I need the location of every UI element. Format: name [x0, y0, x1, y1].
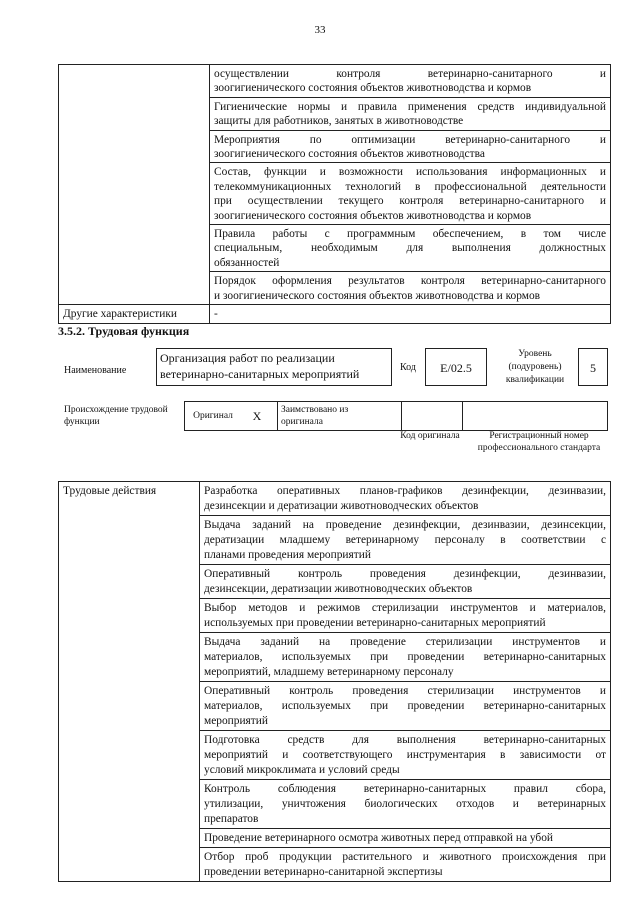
code-label: Код — [400, 362, 416, 373]
origin-grid — [184, 401, 608, 431]
text-line: планами проведения мероприятий — [204, 549, 371, 561]
work-actions-label: Трудовые действия — [59, 482, 200, 882]
text-line: мероприятий — [204, 715, 268, 727]
level-value: 5 — [578, 348, 608, 386]
requirement-row — [59, 65, 611, 98]
text-line: мероприятий и соответствующего инструментария в зависимости от — [204, 749, 606, 761]
name-value: Организация работ по реализации ветеринарно-санитарных мероприятий — [156, 348, 392, 386]
text-line: зоогигиенического состояния объектов животноводства — [214, 148, 485, 161]
text-line: Проведение ветеринарного осмотра животных перед отправкой на убой — [204, 832, 553, 844]
work-action-cell — [200, 829, 611, 848]
text-line: материалов, используемых при проведении ветеринарно-санитарных — [204, 651, 606, 663]
text-line: и зоогигиенического состояния объектов животноводства и кормов — [214, 289, 541, 302]
text-line: Мероприятия по оптимизации ветеринарно-санитарного и — [214, 133, 606, 146]
other-characteristics-row — [59, 305, 611, 323]
code-original-label: Код оригинала — [400, 431, 460, 441]
work-action-cell — [200, 516, 611, 565]
text-line: Выбор методов и режимов стерилизации инструментов и материалов, — [204, 602, 606, 614]
text-line: Порядок оформления результатов контроля ветеринарно-санитарного — [214, 275, 606, 288]
reg-number-label: Регистрационный номер профессионального стандарта — [477, 431, 601, 453]
work-action-cell — [200, 599, 611, 633]
requirement-cell — [210, 65, 611, 98]
requirements-table — [58, 64, 611, 324]
work-action-cell — [200, 780, 611, 829]
text-line: при осуществлении текущего контроля ветеринарно-санитарного и — [214, 195, 606, 208]
level-label: Уровень (подуровень) квалификации — [505, 349, 565, 385]
work-action-cell — [200, 848, 611, 882]
text-line: мероприятий, младшему ветеринарному персоналу — [204, 666, 454, 678]
text-line: Правила работы с программным обеспечением, в том числе — [214, 228, 606, 241]
other-characteristics-label: Другие характеристики — [59, 305, 210, 323]
origin-label: Происхождение трудовой функции — [64, 405, 168, 427]
text-line: препаратов — [204, 813, 259, 825]
page-number: 33 — [314, 24, 326, 36]
text-line: зоогигиенического состояния объектов животноводства и кормов — [214, 209, 532, 222]
text-line: Подготовка средств для выполнения ветеринарно-санитарных — [204, 734, 606, 746]
text-line: материалов, используемых при проведении ветеринарно-санитарных — [204, 700, 606, 712]
text-line: Состав, функции и возможности использования информационных и — [214, 166, 606, 179]
work-action-cell — [200, 482, 611, 516]
text-line: защиты для работников, занятых в животноводстве — [214, 115, 464, 128]
text-line: Контроль соблюдения ветеринарно-санитарных правил сбора, — [204, 783, 606, 795]
text-line: Выдача заданий на проведение стерилизации инструментов и — [204, 636, 606, 648]
work-action-cell — [200, 682, 611, 731]
other-characteristics-value: - — [210, 305, 611, 323]
text-line: условий микроклимата и условий среды — [204, 764, 400, 776]
text-line: специальным, необходимым для выполнения должностных — [214, 242, 606, 255]
requirement-cell — [210, 130, 611, 163]
text-line: Оперативный контроль проведения дезинфекции, дезинвазии, — [204, 568, 606, 580]
text-line: проведении ветеринарно-санитарной экспертизы — [204, 866, 443, 878]
text-line: дезинсекции, дератизации животноводческих объектов — [204, 583, 473, 595]
requirement-cell — [210, 272, 611, 305]
name-label: Наименование — [64, 365, 127, 376]
requirement-cell — [210, 163, 611, 225]
text-line: дезинсекции и дератизации животноводческих объектов — [204, 500, 479, 512]
work-action-row — [59, 482, 611, 516]
work-action-cell — [200, 565, 611, 599]
text-line: осуществлении контроля ветеринарно-санитарного и — [214, 68, 606, 80]
text-line: обязанностей — [214, 256, 280, 269]
text-line: Гигиенические нормы и правила применения средств индивидуальной — [214, 100, 606, 113]
text-line: Оперативный контроль проведения стерилизации инструментов и — [204, 685, 606, 697]
work-actions-table — [58, 481, 611, 882]
requirement-cell — [210, 97, 611, 130]
text-line: утилизации, уничтожения биологических отходов и ветеринарных — [204, 798, 606, 810]
code-value: E/02.5 — [425, 348, 487, 386]
requirements-label-cell — [59, 65, 210, 305]
original-mark: X — [252, 409, 262, 423]
work-action-cell — [200, 731, 611, 780]
text-line: Отбор проб продукции растительного и животного происхождения при — [204, 851, 606, 863]
text-line: телекоммуникационных технологий в профессиональной деятельности — [214, 180, 606, 193]
section-title: 3.5.2. Трудовая функция — [58, 324, 190, 338]
text-line: зоогигиенического состояния объектов животноводства и кормов — [214, 82, 532, 95]
text-line: Разработка оперативных планов-графиков дезинфекции, дезинвазии, — [204, 485, 606, 497]
original-label: Оригинал — [193, 411, 233, 421]
requirement-cell — [210, 225, 611, 272]
text-line: используемых при проведении ветеринарно-санитарных мероприятий — [204, 617, 546, 629]
borrowed-label: Заимствовано из оригинала — [281, 405, 349, 427]
text-line: дератизации младшему ветеринарному персоналу в соответствии с — [204, 534, 606, 546]
work-action-cell — [200, 633, 611, 682]
text-line: Выдача заданий на проведение дезинфекции, дезинвазии, дезинсекции, — [204, 519, 606, 531]
